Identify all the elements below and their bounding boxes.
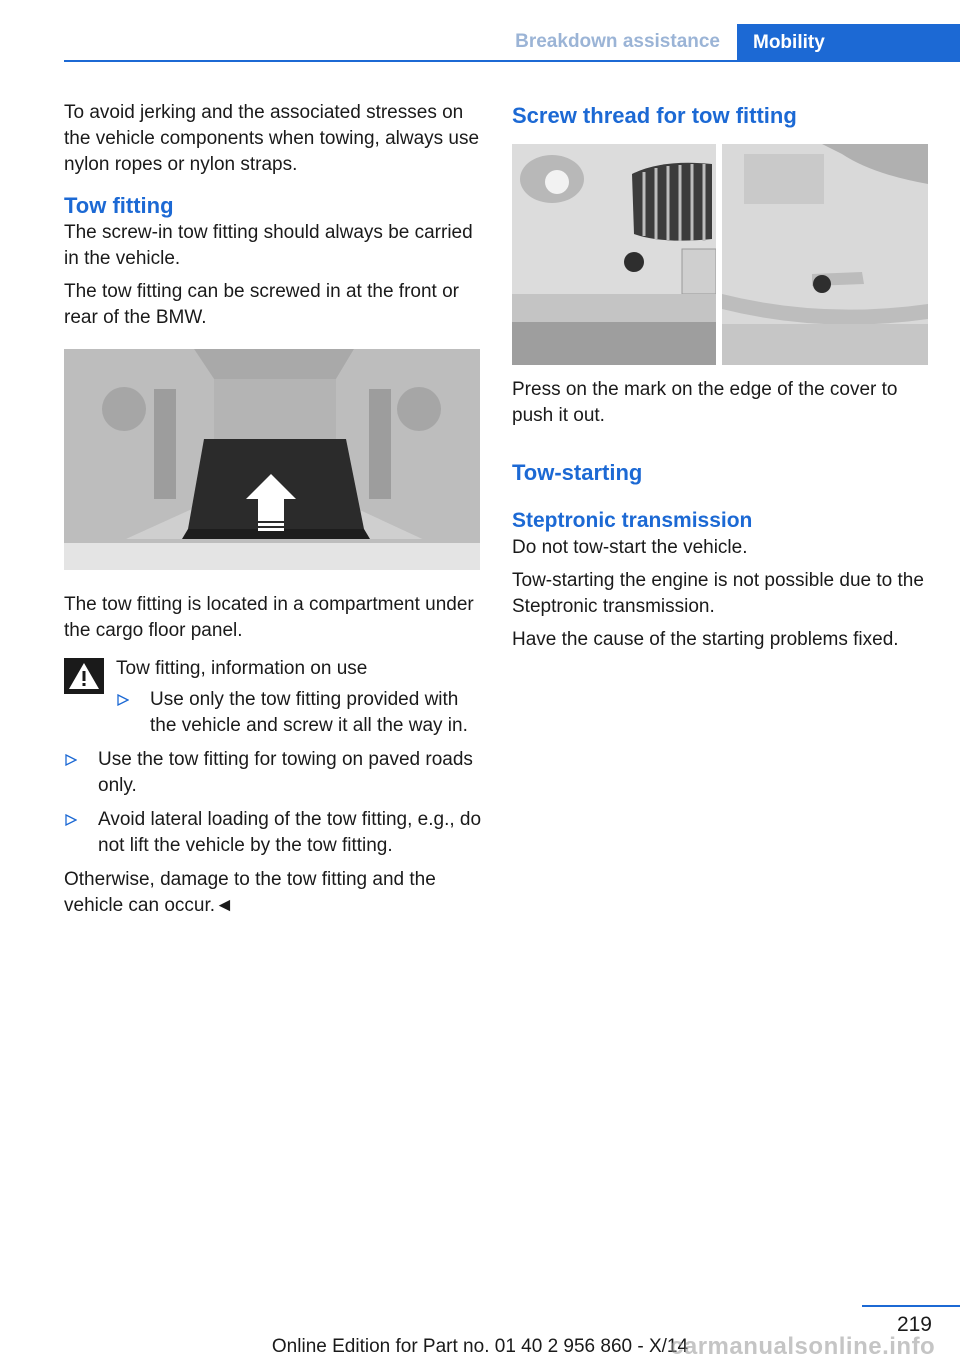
right-column	[512, 100, 930, 660]
footer-edition: Online Edition for Part no. 01 40 2 956 860 - X/14	[271, 1336, 689, 1357]
steptronic-heading: Steptronic transmission	[512, 509, 753, 532]
bumper-cover-image	[512, 144, 928, 365]
steptronic-paragraph-3: Have the cause of the starting problems fixed.	[512, 629, 899, 650]
page-number: 219	[896, 1313, 932, 1336]
bullet-triangle-icon	[65, 754, 77, 766]
list-item-text: Use the tow fitting for towing on paved roads only.	[98, 749, 473, 796]
tow-starting-heading: Tow-starting	[512, 460, 643, 485]
list-item	[64, 747, 482, 799]
bullet-triangle-icon	[117, 694, 129, 706]
image-caption: The tow fitting is located in a compartment under the cargo floor panel.	[64, 594, 474, 641]
list-item	[116, 687, 482, 739]
warning-title: Tow fitting, information on use	[116, 658, 368, 679]
header-section-label: Breakdown assistance	[515, 31, 720, 52]
screw-thread-text: Press on the mark on the edge of the cover to push it out.	[512, 379, 898, 426]
steptronic-paragraph-1: Do not tow-start the vehicle.	[512, 537, 748, 558]
left-column	[64, 100, 482, 926]
tow-fitting-heading: Tow fitting	[64, 193, 174, 218]
tow-fitting-paragraph-1: The screw-in tow fitting should always be carried in the vehicle.	[64, 222, 473, 269]
intro-paragraph: To avoid jerking and the associated stresses on the vehicle components when towing, always use nylon ropes or nylon straps.	[64, 102, 480, 175]
warning-block	[64, 656, 482, 739]
warning-closing: Otherwise, damage to the tow fitting and the vehicle can occur.◄	[64, 869, 436, 916]
header-rule	[64, 60, 960, 62]
header-chapter-tab: Mobility	[737, 24, 960, 62]
bullet-triangle-icon	[65, 814, 77, 826]
steptronic-paragraph-2: Tow-starting the engine is not possible due to the Steptronic transmission.	[512, 570, 924, 617]
tow-fitting-paragraph-2: The tow fitting can be screwed in at the front or rear of the BMW.	[64, 281, 459, 328]
list-item-text: Avoid lateral loading of the tow fitting, e.g., do not lift the vehicle by the tow fitting.	[98, 809, 482, 856]
watermark: carmanualsonline.info	[670, 1333, 936, 1360]
warning-icon	[64, 658, 104, 694]
cargo-compartment-image	[64, 349, 480, 570]
page-number-rule	[862, 1305, 960, 1307]
list-item	[64, 807, 482, 859]
screw-thread-heading: Screw thread for tow fitting	[512, 103, 797, 128]
list-item-text: Use only the tow fitting provided with the vehicle and screw it all the way in.	[150, 689, 468, 736]
